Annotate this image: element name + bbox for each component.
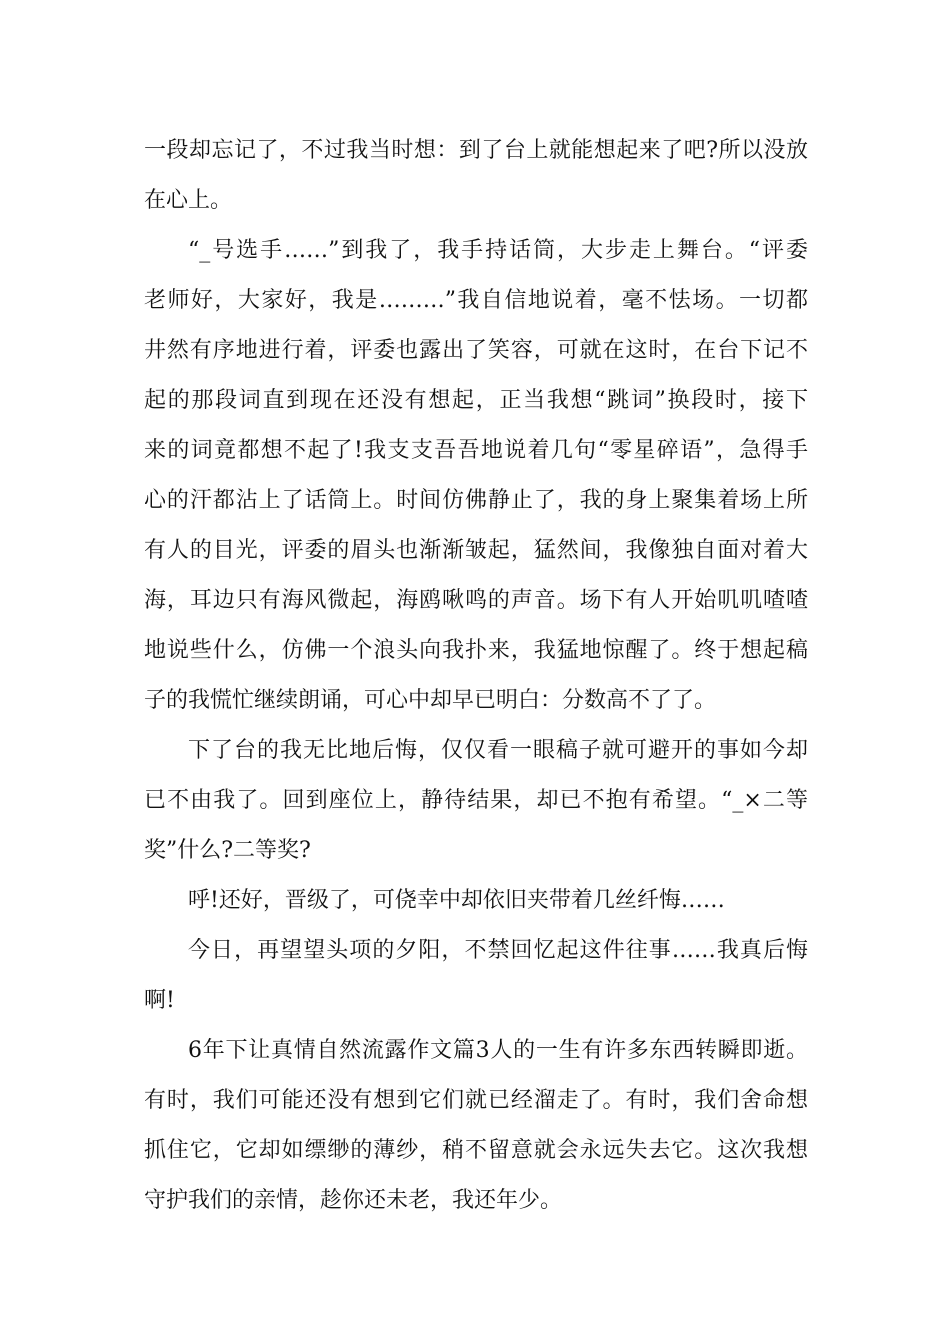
text-line: “_号选手……”到我了，我手持话筒，大步走上舞台。“评委 [188,238,808,263]
text-line: 子的我慌忙继续朗诵，可心中却早已明白：分数高不了了。 [144,688,717,713]
text-line: 一段却忘记了，不过我当时想：到了台上就能想起来了吧?所以没放 [144,138,808,163]
text-line: 呼!还好，晋级了，可侥幸中却依旧夹带着几丝纤悔…… [188,888,725,913]
text-line: 起的那段词直到现在还没有想起，正当我想“跳词”换段时，接下 [144,388,808,413]
document-body [144,126,808,1226]
text-line: 奖”什么?二等奖? [144,838,311,863]
text-line: 今日，再望望头项的夕阳，不禁回忆起这件往事……我真后悔 [188,938,808,963]
text-line: 来的词竟都想不起了!我支支吾吾地说着几句“零星碎语”，急得手 [144,438,808,463]
text-line: 老师好，大家好，我是………”我自信地说着，毫不怯场。一切都 [144,288,808,313]
paragraph [144,926,808,1026]
text-line: 海，耳边只有海风微起，海鸥啾鸣的声音。场下有人开始叽叽喳喳 [144,588,808,613]
paragraph [144,1026,808,1226]
text-line: 在心上。 [144,188,233,213]
text-line: 6年下让真情自然流露作文篇3人的一生有许多东西转瞬即逝。 [188,1038,808,1063]
text-line: 抓住它，它却如缥缈的薄纱，稍不留意就会永远失去它。这次我想 [144,1138,808,1163]
text-line: 地说些什么，仿佛一个浪头向我扑来，我猛地惊醒了。终于想起稿 [144,638,808,663]
text-line: 有时，我们可能还没有想到它们就已经溜走了。有时，我们舍命想 [144,1088,808,1113]
paragraph [144,726,808,876]
text-line: 守护我们的亲情，趁你还未老，我还年少。 [144,1188,563,1213]
text-line: 井然有序地进行着，评委也露出了笑容，可就在这时，在台下记不 [144,338,808,363]
text-line: 下了台的我无比地后悔，仅仅看一眼稿子就可避开的事如今却 [188,738,808,763]
paragraph [144,226,808,726]
text-line: 已不由我了。回到座位上，静待结果，却已不抱有希望。“_×二等 [144,788,808,813]
text-line: 心的汗都沾上了话筒上。时间仿佛静止了，我的身上聚集着场上所 [144,488,808,513]
paragraph [144,126,808,226]
text-line: 有人的目光，评委的眉头也渐渐皱起，猛然间，我像独自面对着大 [144,538,808,563]
text-line: 啊! [144,988,175,1013]
paragraph [144,876,808,926]
